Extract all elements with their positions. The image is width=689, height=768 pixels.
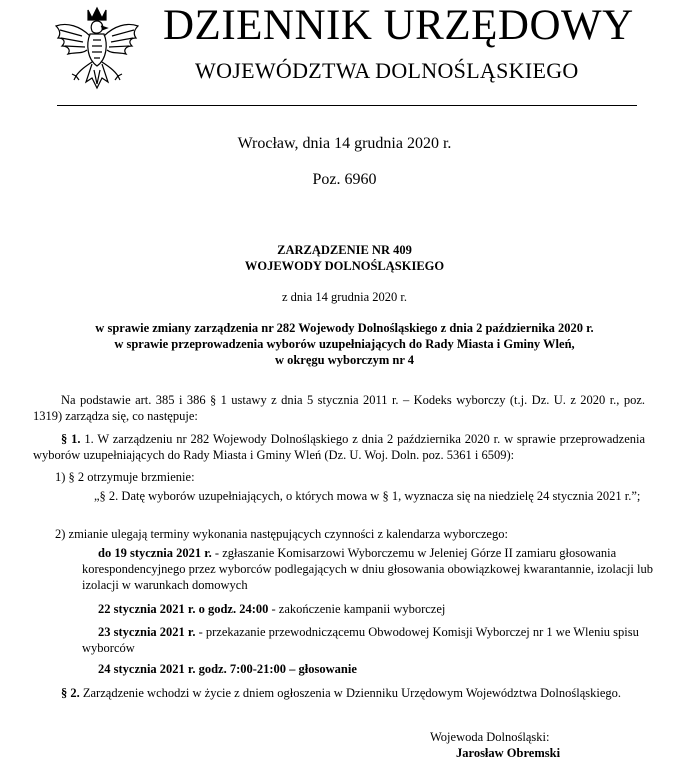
journal-title: DZIENNIK URZĘDOWY (163, 2, 634, 49)
header-divider (57, 105, 637, 106)
calendar-item-term: 24 stycznia 2021 r. godz. 7:00-21:00 – głosowanie (98, 662, 357, 676)
act-date: z dnia 14 grudnia 2020 r. (282, 290, 407, 304)
paragraph-1-label: § 1. (61, 432, 81, 446)
point-1: 1) § 2 otrzymuje brzmienie: (55, 470, 195, 484)
act-subject-line1: w sprawie zmiany zarządzenia nr 282 Wojewody Dolnośląskiego z dnia 2 października 2020 r. (95, 321, 594, 335)
paragraph-2-label: § 2. (61, 686, 80, 700)
paragraph-1-text: 1. W zarządzeniu nr 282 Wojewody Dolnośląskiego z dnia 2 października 2020 r. w sprawie przeprowadzenia wyborów uzupełniających do Rady Miasta i Gminy Wleń (Dz. U. Woj. Doln. poz. 5361 i 6509): (33, 432, 646, 462)
point-2: 2) zmianie ulegają terminy wykonania następujących czynności z kalendarza wyborczego: (55, 527, 508, 541)
calendar-item-1 (82, 545, 661, 593)
preamble: Na podstawie art. 385 i 386 § 1 ustawy z dnia 5 stycznia 2011 r. – Kodeks wyborczy (t.j. Dz. U. z 2020 r., poz. 1319) zarządza się, co następuje: (33, 393, 645, 423)
calendar-item-desc: - przekazanie przewodniczącemu Obwodowej Komisji Wyborczej nr 1 we Wleniu spisu wyborców (82, 625, 639, 655)
act-subject-line3: w okręgu wyborczym nr 4 (274, 353, 415, 367)
paragraph-2 (33, 685, 645, 701)
position-number: Poz. 6960 (312, 171, 377, 188)
signature-role: Wojewoda Dolnośląski: (430, 730, 550, 744)
eagle-emblem-icon (52, 4, 142, 104)
calendar-item-4 (82, 661, 661, 677)
paragraph-1 (33, 431, 645, 463)
paragraph-2-text: Zarządzenie wchodzi w życie z dniem ogłoszenia w Dzienniku Urzędowym Województwa Dolnośląskiego. (82, 686, 622, 700)
signature-name: Jarosław Obremski (456, 746, 561, 760)
calendar-item-term: 23 stycznia 2021 r. (98, 625, 196, 639)
act-subject-line2: w sprawie przeprowadzenia wyborów uzupełniających do Rady Miasta i Gminy Wleń, (114, 337, 575, 351)
calendar-item-3 (82, 624, 661, 656)
journal-subtitle: WOJEWÓDZTWA DOLNOŚLĄSKIEGO (195, 58, 579, 83)
calendar-item-desc: - zakończenie kampanii wyborczej (268, 602, 446, 616)
calendar-item-term: 22 stycznia 2021 r. o godz. 24:00 (98, 602, 269, 616)
calendar-item-term: do 19 stycznia 2021 r. (98, 546, 212, 560)
calendar-item-2 (82, 601, 661, 617)
calendar-item-desc: - zgłaszanie Komisarzowi Wyborczemu w Jeleniej Górze II zamiaru głosowania korespondencyjnego przez wyborców podlegających w dniu głosowania obowiązkowej kwarantannie, izolacji lub izolacji w warunkach domowych (82, 546, 653, 592)
point-1-quote: „§ 2. Datę wyborów uzupełniających, o których mowa w § 1, wyznacza się na niedzielę 24 stycznia 2021 r.”; (94, 489, 641, 503)
act-title-line1: ZARZĄDZENIE NR 409 (277, 243, 412, 257)
place-date: Wrocław, dnia 14 grudnia 2020 r. (237, 135, 452, 152)
act-title-line2: WOJEWODY DOLNOŚLĄSKIEGO (244, 259, 445, 273)
